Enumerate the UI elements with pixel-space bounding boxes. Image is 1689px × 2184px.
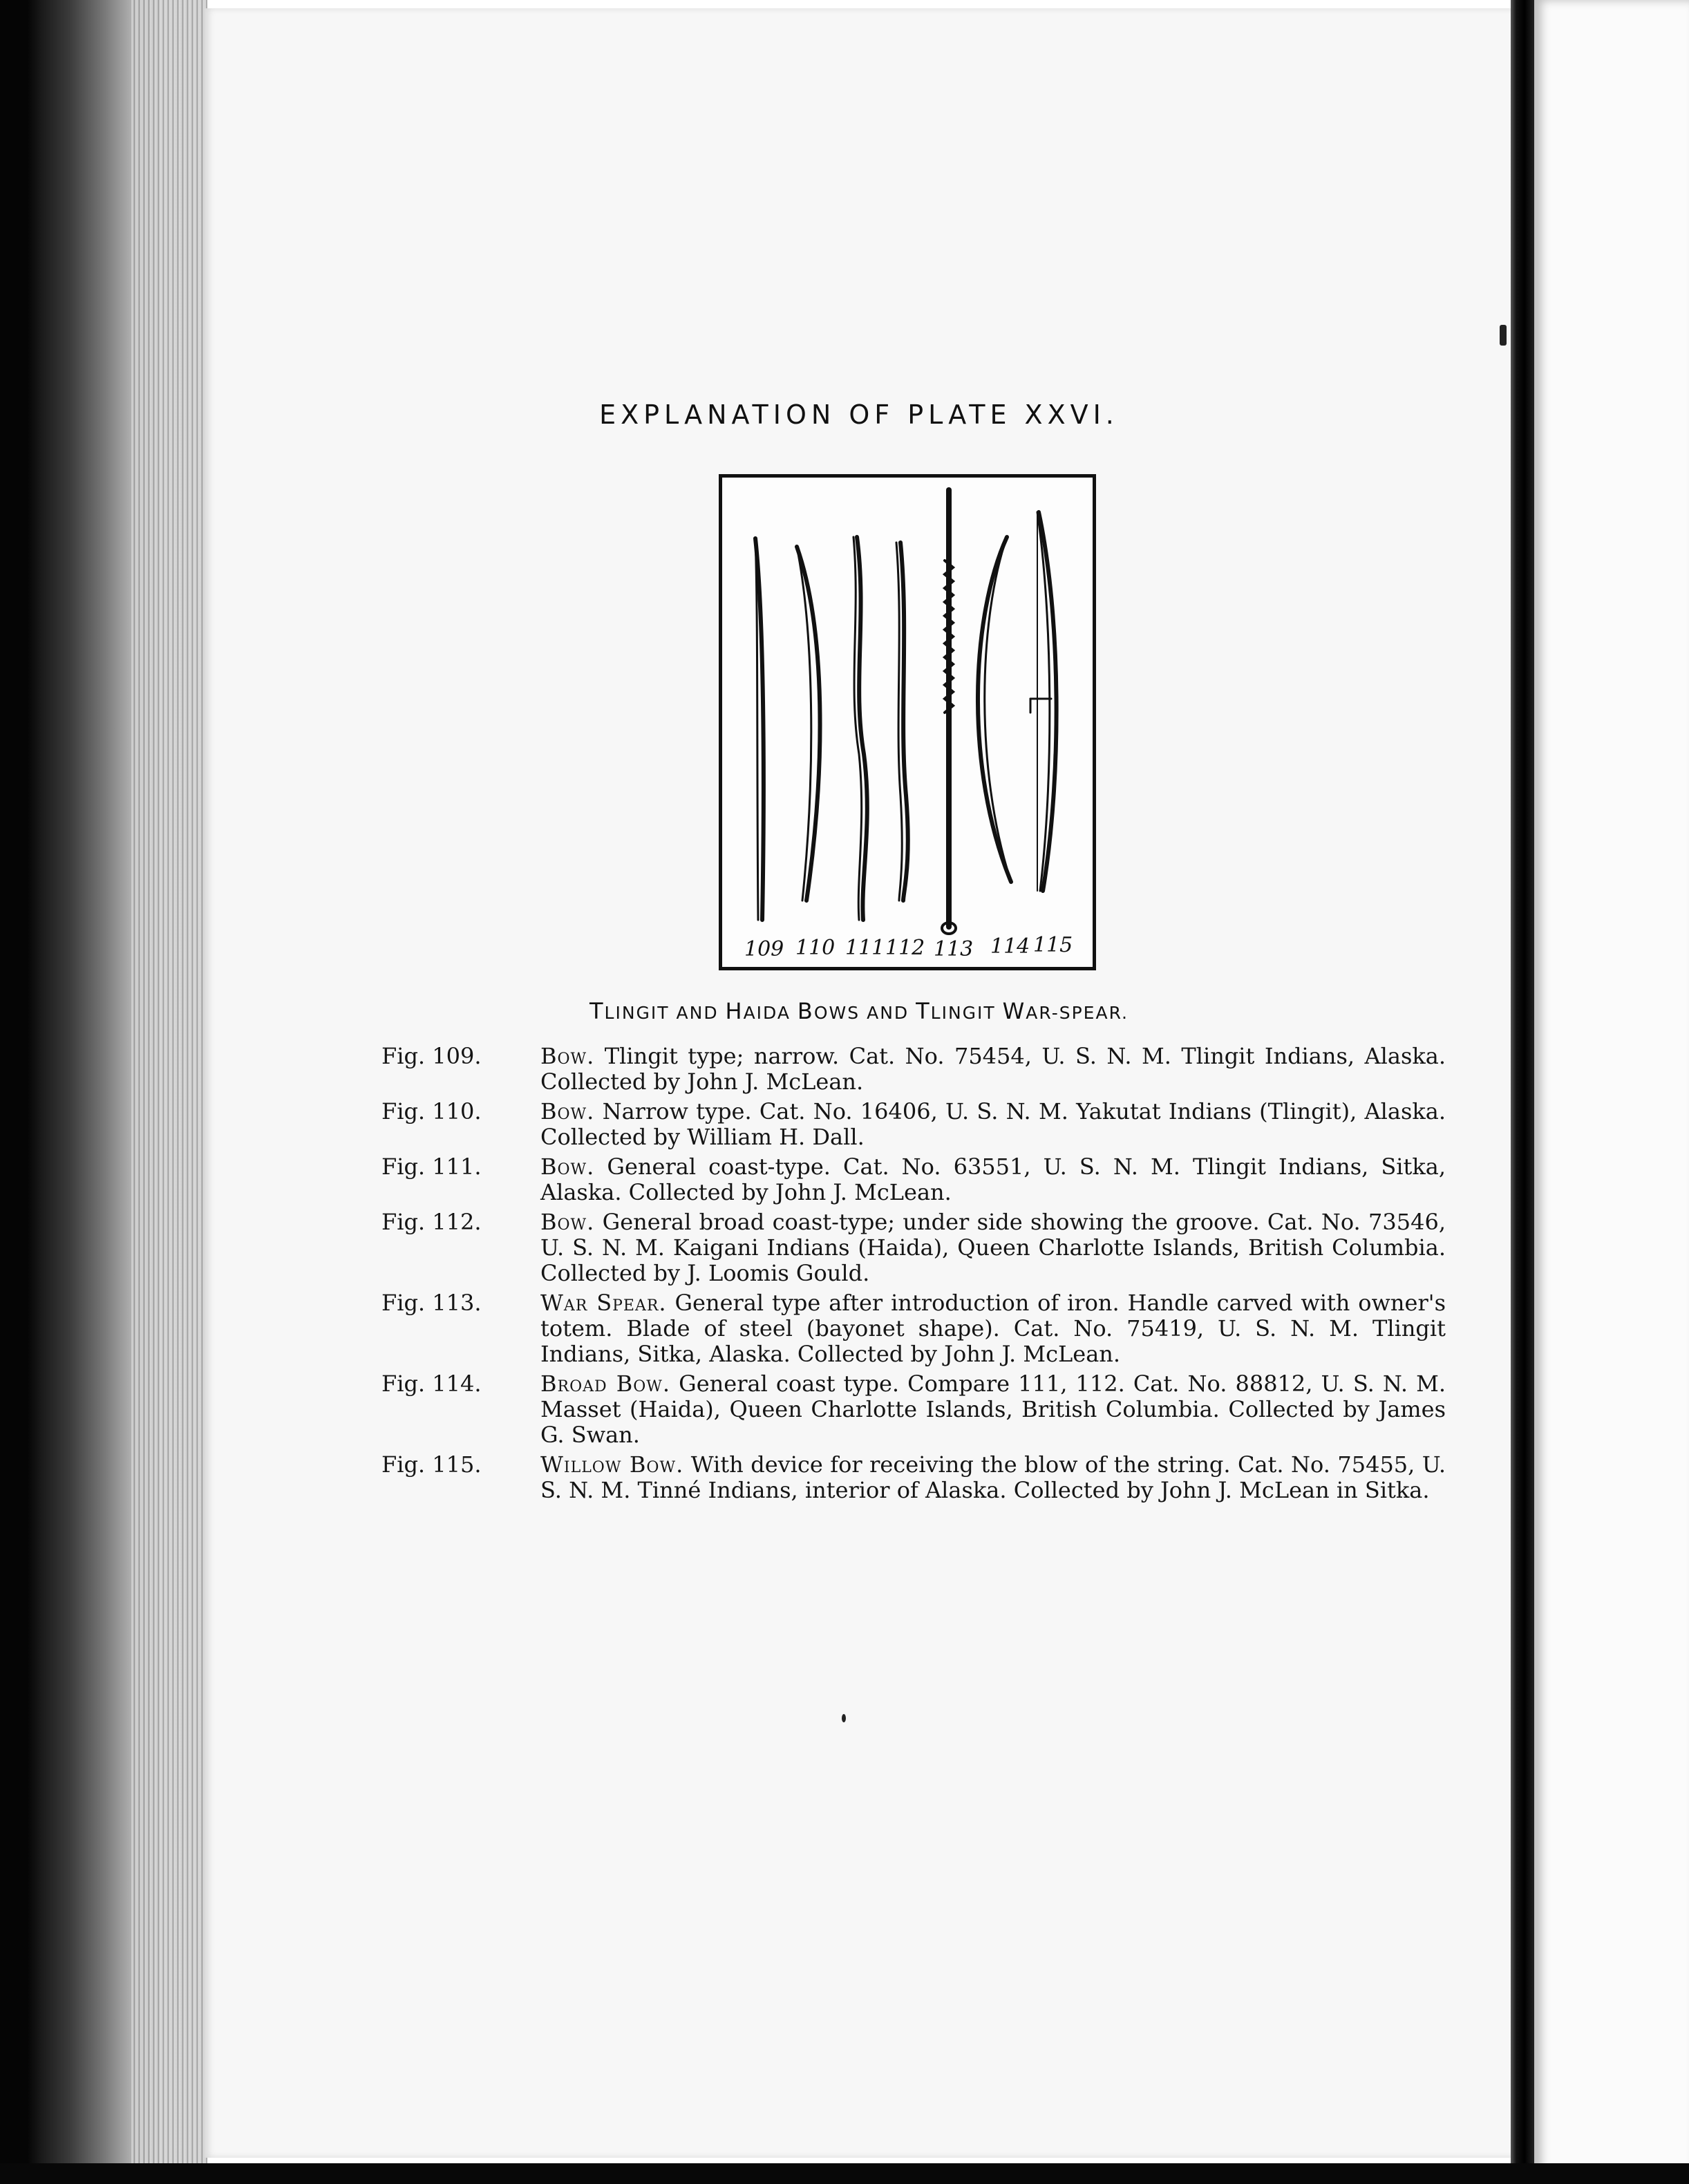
facing-page xyxy=(1534,0,1689,2184)
object-term: Bow. xyxy=(540,1154,595,1180)
entry-description: Tlingit type; narrow. Cat. No. 75454, U. S. N. M. Tlingit Indians, Alaska. Collected by John J. McLean. xyxy=(540,1043,1446,1095)
page-stack-edge xyxy=(131,0,207,2184)
figure-entry-111 xyxy=(381,1154,1446,1205)
object-term: Broad Bow. xyxy=(540,1371,671,1397)
caption-part: LINGIT xyxy=(930,1003,1003,1023)
figure-descriptions xyxy=(381,1044,1446,1507)
caption-part: AR-SPEAR. xyxy=(1026,1003,1129,1023)
figure-number: Fig. 113. xyxy=(381,1290,482,1316)
plate-label-110: 110 xyxy=(795,936,836,960)
figure-number: Fig. 114. xyxy=(381,1371,482,1397)
caption-part: B xyxy=(797,998,814,1024)
plate-label-111: 111 xyxy=(845,936,885,960)
caption-part: H xyxy=(725,998,744,1024)
bottom-edge xyxy=(0,2163,1689,2184)
bow-115 xyxy=(1039,512,1057,891)
object-term: Bow. xyxy=(540,1043,595,1069)
entry-description: Narrow type. Cat. No. 16406, U. S. N. M. Yakutat Indians (Tlingit), Alaska. Collected by William H. Dall. xyxy=(540,1098,1446,1150)
plate-label-109: 109 xyxy=(744,937,784,961)
figure-number: Fig. 112. xyxy=(381,1209,482,1235)
figure-number: Fig. 115. xyxy=(381,1451,482,1478)
bow-111 xyxy=(857,537,867,920)
page-heading: EXPLANATION OF PLATE XXVI. xyxy=(599,399,1119,430)
ink-speck xyxy=(1500,325,1507,346)
plate-label-115: 115 xyxy=(1033,933,1073,957)
object-term: War Spear. xyxy=(540,1290,667,1316)
entry-description: General broad coast-type; under side showing the groove. Cat. No. 73546, U. S. N. M. Kaigani Indians (Haida), Queen Charlotte Islands, British Columbia. Collected by J. Loomis Gould. xyxy=(540,1209,1446,1286)
object-term: Bow. xyxy=(540,1098,595,1124)
figure-number: Fig. 109. xyxy=(381,1043,482,1069)
figure-entry-110 xyxy=(381,1099,1446,1150)
figure-number: Fig. 110. xyxy=(381,1098,482,1124)
plate-label-114: 114 xyxy=(990,934,1030,959)
figure-entry-113 xyxy=(381,1290,1446,1367)
object-term: Willow Bow. xyxy=(540,1451,684,1478)
bow-110 xyxy=(797,547,820,901)
book-gutter xyxy=(1511,0,1534,2184)
caption-part: T xyxy=(916,998,931,1024)
entry-description: General coast-type. Cat. No. 63551, U. S. N. M. Tlingit Indians, Sitka, Alaska. Collected by John J. McLean. xyxy=(540,1154,1446,1205)
plate-illustration xyxy=(719,474,1096,970)
bows-and-spear-drawing xyxy=(722,478,1093,967)
caption-part: T xyxy=(589,998,605,1024)
figure-entry-109 xyxy=(381,1044,1446,1095)
figure-number: Fig. 111. xyxy=(381,1154,482,1180)
ink-speck xyxy=(842,1714,846,1722)
figure-entry-112 xyxy=(381,1209,1446,1286)
plate-caption xyxy=(205,998,1513,1024)
caption-part: AIDA xyxy=(743,1003,798,1023)
plate-label-112: 112 xyxy=(885,936,925,960)
entry-description: General type after introduction of iron. Handle carved with owner's totem. Blade of steel (bayonet shape). Cat. No. 75419, U. S. N. M. Tlingit Indians, Sitka, Alaska. Collected by John J. McLean. xyxy=(540,1290,1446,1367)
entry-description: General coast type. Compare 111, 112. Cat. No. 88812, U. S. N. M. Masset (Haida), Queen Charlotte Islands, British Columbia. Collected by James G. Swan. xyxy=(540,1371,1446,1448)
caption-part: OWS AND xyxy=(813,1003,916,1023)
caption-part: W xyxy=(1002,998,1026,1024)
plate-label-113: 113 xyxy=(934,937,974,961)
figure-entry-115 xyxy=(381,1452,1446,1503)
entry-description: With device for receiving the blow of the string. Cat. No. 75455, U. S. N. M. Tinné Indians, interior of Alaska. Collected by John J. McLean in Sitka. xyxy=(540,1451,1446,1503)
figure-entry-114 xyxy=(381,1371,1446,1448)
object-term: Bow. xyxy=(540,1209,595,1235)
caption-part: LINGIT AND xyxy=(604,1003,726,1023)
